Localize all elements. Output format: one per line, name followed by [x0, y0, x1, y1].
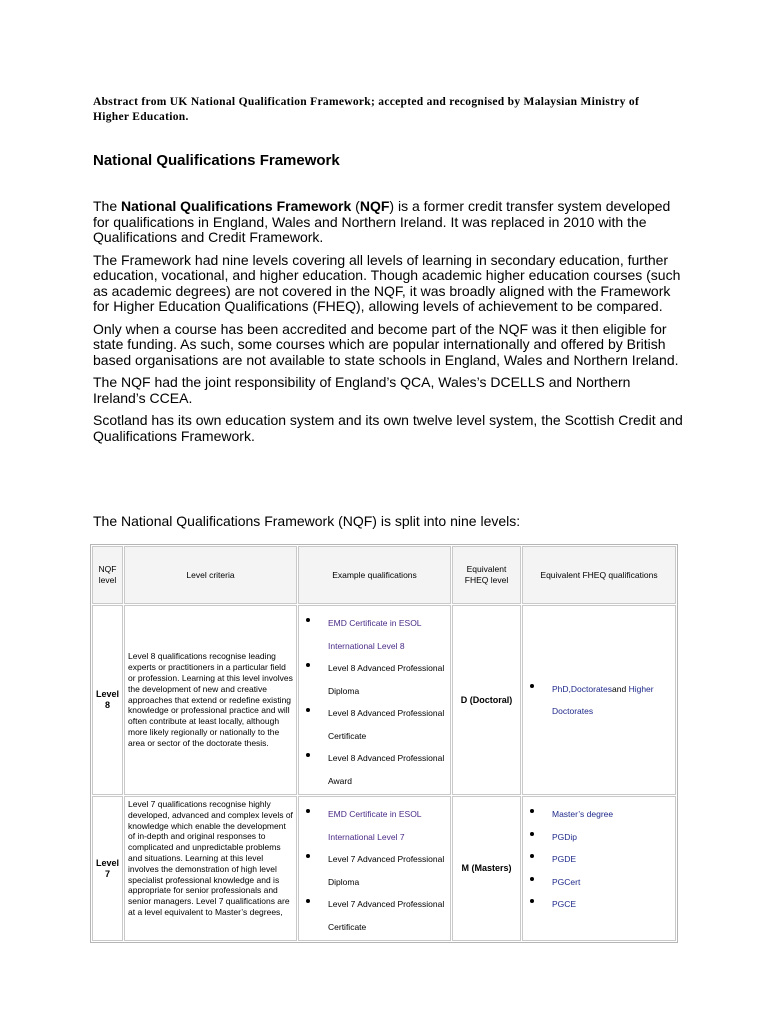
example-link[interactable]: EMD Certificate in ESOL International Level 8	[302, 612, 447, 657]
example-link[interactable]: EMD Certificate in ESOL International Level 7	[302, 803, 447, 848]
level-label: Level 7	[92, 796, 123, 941]
intro-text: ) is a former credit transfer system developed for qualifications in England, Wales and Northern Ireland. It was replaced in 2010 with the Qualifications and Credit Framework.	[93, 198, 671, 245]
fheq-level: M (Masters)	[452, 796, 521, 941]
intro-text: (	[351, 198, 360, 214]
example-list	[302, 803, 447, 938]
intro-text: The	[93, 198, 122, 214]
fheq-qualifications	[522, 796, 676, 941]
example-qualifications	[298, 796, 451, 941]
and-text: and	[612, 683, 629, 694]
nqf-levels-table	[90, 544, 678, 943]
abstract-note: Abstract from UK National Qualification Framework; accepted and recognised by Malaysian Ministry of Higher Education.	[93, 96, 640, 123]
pgcert-link[interactable]: PGCert	[526, 871, 672, 894]
header-level-criteria: Level criteria	[124, 546, 297, 604]
fheq-level: D (Doctoral)	[452, 605, 521, 795]
list-item: Level 7 Advanced Professional Diploma	[302, 848, 447, 893]
table-row	[92, 605, 676, 795]
list-item: Level 7 Advanced Professional Certificate	[302, 893, 447, 938]
masters-degree-link[interactable]: Master’s degree	[526, 803, 672, 826]
level-criteria: Level 7 qualifications recognise highly developed, advanced and complex levels of knowledge which enable the development of in-depth and original responses to complicated and unpredictable problems and situations. Learning at this level involves the demonstration of high level specialist professional knowledge and is appropriate for senior professionals and senior managers. Level 7 qualifications are at a level equivalent to Master’s degrees,	[124, 796, 297, 941]
intro-body	[93, 199, 683, 451]
intro-paragraph-3: Only when a course has been accredited and become part of the NQF was it then eligible for state funding. As such, some courses which are popular internationally and offered by British based organisations are not available to state schools in England, Wales and Northern Ireland.	[93, 320, 679, 368]
list-item: Level 8 Advanced Professional Diploma	[302, 657, 447, 702]
list-item: Level 8 Advanced Professional Award	[302, 747, 447, 792]
fheq-list	[526, 803, 672, 916]
list-item: Level 8 Advanced Professional Certificate	[302, 702, 447, 747]
example-qualifications	[298, 605, 451, 795]
level-label: Level 8	[92, 605, 123, 795]
level-criteria: Level 8 qualifications recognise leading experts or practitioners in a particular field or profession. Learning at this level involves the development of new and creative approaches that extend or redefine existing knowledge or professional practice and will often contribute at least locally, although more likely regionally or nationally to the area or sector of the doctorate thesis.	[124, 605, 297, 795]
term-nqf-abbr: NQF	[359, 198, 390, 214]
pgdip-link[interactable]: PGDip	[526, 826, 672, 849]
levels-intro: The National Qualifications Framework (NQF) is split into nine levels:	[93, 513, 521, 529]
table-header-row	[92, 546, 676, 604]
fheq-list	[526, 678, 672, 723]
list-item	[526, 678, 672, 723]
higher-doctorates-link[interactable]: Higher Doctorates	[552, 683, 654, 716]
pgde-link[interactable]: PGDE	[526, 848, 672, 871]
example-list	[302, 612, 447, 792]
intro-paragraph-1	[93, 199, 683, 246]
phd-link[interactable]: PhD	[552, 683, 569, 694]
fheq-qualifications	[522, 605, 676, 795]
header-nqf-level: NQF level	[92, 546, 123, 604]
header-example-qualifications: Example qualifications	[298, 546, 451, 604]
pgce-link[interactable]: PGCE	[526, 893, 672, 916]
intro-paragraph-4: The NQF had the joint responsibility of England’s QCA, Wales’s DCELLS and Northern Ireland’s CCEA.	[93, 374, 631, 406]
header-fheq-qualifications: Equivalent FHEQ qualifications	[522, 546, 676, 604]
doctorates-link[interactable]: Doctorates	[570, 683, 613, 694]
page-title: National Qualifications Framework	[93, 152, 340, 169]
intro-paragraph-5: Scotland has its own education system and its own twelve level system, the Scottish Credit and Qualifications Framework.	[93, 412, 683, 444]
term-nqf-full: National Qualifications Framework	[121, 198, 352, 214]
table-row	[92, 796, 676, 941]
header-fheq-level: Equivalent FHEQ level	[452, 546, 521, 604]
intro-paragraph-2: The Framework had nine levels covering all levels of learning in secondary education, further education, vocational, and higher education. Though academic higher education courses (such as academic degrees) are not covered in the NQF, it was broadly aligned with the Framework for Higher Education Qualifications (FHEQ), allowing levels of achievement to be compared.	[93, 251, 681, 314]
comma: ,	[568, 683, 571, 694]
